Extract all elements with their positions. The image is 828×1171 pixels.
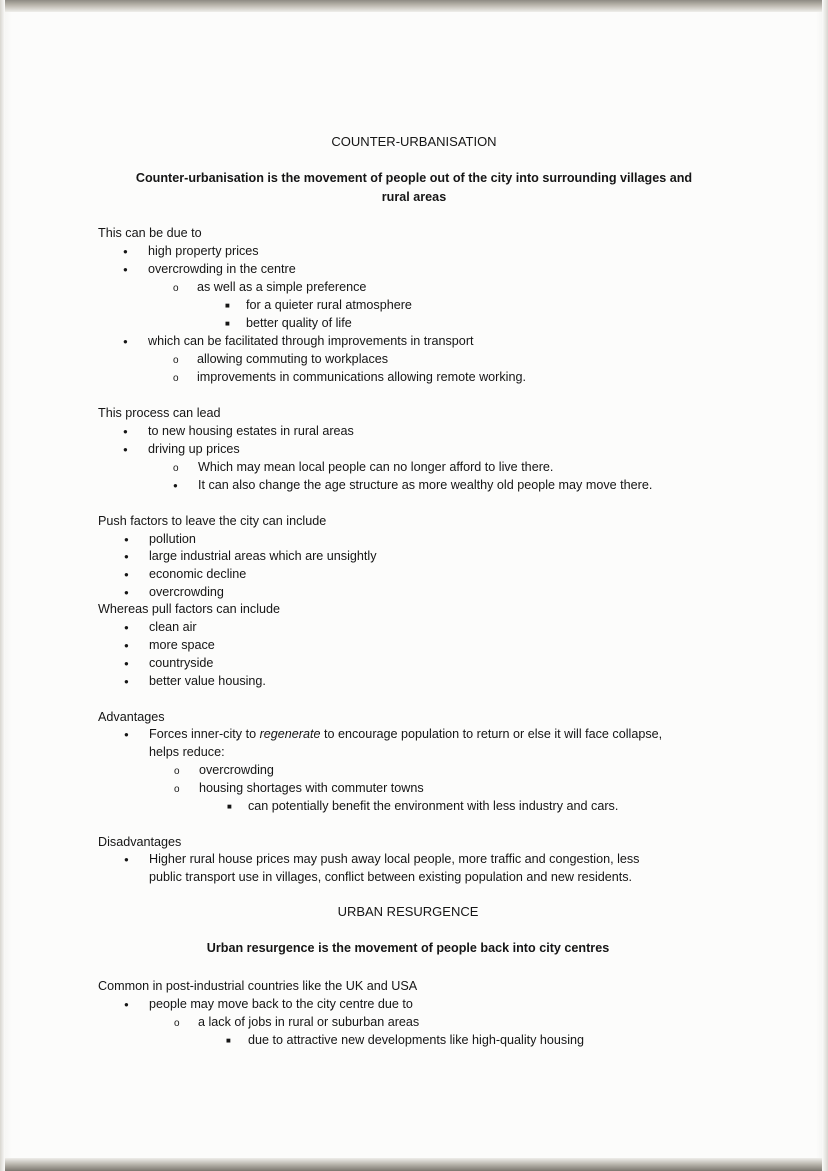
- list-item: better value housing.: [149, 674, 266, 688]
- circle-bullet-icon: [174, 1014, 180, 1032]
- definition-line-2: rural areas: [381, 190, 447, 204]
- circle-bullet-icon: [174, 780, 180, 798]
- square-bullet-icon: [226, 1032, 231, 1050]
- list-item: housing shortages with commuter towns: [199, 781, 424, 795]
- list-item: more space: [149, 638, 215, 652]
- resurgence-definition: Urban resurgence is the movement of people back into city centres: [206, 941, 610, 955]
- list-item: high property prices: [148, 244, 259, 258]
- list-item: as well as a simple preference: [197, 280, 367, 294]
- bullet-icon: [123, 333, 128, 351]
- section-title-urban-resurgence: URBAN RESURGENCE: [337, 904, 479, 919]
- push-factors-intro: Push factors to leave the city can include: [98, 514, 327, 528]
- list-item: large industrial areas which are unsightly: [149, 549, 377, 563]
- square-bullet-icon: [227, 798, 232, 816]
- circle-bullet-icon: [174, 762, 180, 780]
- list-item: overcrowding: [149, 585, 224, 599]
- list-item: for a quieter rural atmosphere: [246, 298, 412, 312]
- bullet-icon: [123, 441, 128, 459]
- list-item: driving up prices: [148, 442, 240, 456]
- list-item: overcrowding in the centre: [148, 262, 296, 276]
- list-item: a lack of jobs in rural or suburban areas: [198, 1015, 420, 1029]
- advantages-item-line-2: helps reduce:: [149, 745, 225, 759]
- circle-bullet-icon: [173, 369, 179, 387]
- square-bullet-icon: [225, 297, 230, 315]
- list-item: pollution: [149, 532, 196, 546]
- section-title-counter-urbanisation: COUNTER-URBANISATION: [331, 134, 497, 149]
- resurgence-intro: Common in post-industrial countries like the UK and USA: [98, 979, 418, 993]
- bullet-icon: [123, 423, 128, 441]
- definition-line-1: Counter-urbanisation is the movement of people out of the city into surrounding villages and: [135, 171, 693, 185]
- bullet-icon: [124, 637, 129, 655]
- bullet-icon: [124, 619, 129, 637]
- advantages-heading: Advantages: [98, 710, 165, 724]
- circle-bullet-icon: [173, 279, 179, 297]
- bullet-icon: [173, 477, 178, 495]
- bullet-icon: [123, 261, 128, 279]
- bullet-icon: [124, 531, 129, 549]
- bullet-icon: [124, 584, 129, 602]
- square-bullet-icon: [225, 315, 230, 333]
- list-item: countryside: [149, 656, 214, 670]
- list-item: economic decline: [149, 567, 247, 581]
- advantages-text-start: Forces inner-city to: [149, 727, 260, 741]
- list-item: It can also change the age structure as more wealthy old people may move there.: [198, 478, 653, 492]
- list-item: overcrowding: [199, 763, 274, 777]
- disadvantages-line-2: public transport use in villages, conflict between existing population and new residents.: [149, 870, 633, 884]
- bullet-icon: [124, 851, 129, 869]
- advantages-emphasis: regenerate: [259, 727, 321, 741]
- bullet-icon: [124, 548, 129, 566]
- advantages-text-end: to encourage population to return or else it will face collapse,: [320, 727, 663, 741]
- list-item: allowing commuting to workplaces: [197, 352, 389, 366]
- list-item: which can be facilitated through improvements in transport: [148, 334, 474, 348]
- advantages-item-line-1: [149, 726, 662, 742]
- paper-bottom-edge: [0, 1158, 828, 1171]
- bullet-icon: [124, 996, 129, 1014]
- list-item: to new housing estates in rural areas: [148, 424, 354, 438]
- bullet-icon: [124, 726, 129, 744]
- due-to-intro: This can be due to: [98, 226, 202, 240]
- circle-bullet-icon: [173, 351, 179, 369]
- list-item: clean air: [149, 620, 197, 634]
- list-item: due to attractive new developments like high-quality housing: [248, 1033, 585, 1047]
- disadvantages-line-1: Higher rural house prices may push away local people, more traffic and congestion, less: [149, 852, 640, 866]
- list-item: people may move back to the city centre due to: [149, 997, 413, 1011]
- list-item: can potentially benefit the environment with less industry and cars.: [248, 799, 619, 813]
- bullet-icon: [124, 655, 129, 673]
- circle-bullet-icon: [173, 459, 179, 477]
- disadvantages-heading: Disadvantages: [98, 835, 182, 849]
- list-item: improvements in communications allowing remote working.: [197, 370, 526, 384]
- bullet-icon: [124, 673, 129, 691]
- pull-factors-intro: Whereas pull factors can include: [98, 602, 281, 616]
- paper-top-edge: [0, 0, 828, 12]
- list-item: better quality of life: [246, 316, 352, 330]
- bullet-icon: [124, 566, 129, 584]
- list-item: Which may mean local people can no longer afford to live there.: [198, 460, 554, 474]
- process-intro: This process can lead: [98, 406, 221, 420]
- bullet-icon: [123, 243, 128, 261]
